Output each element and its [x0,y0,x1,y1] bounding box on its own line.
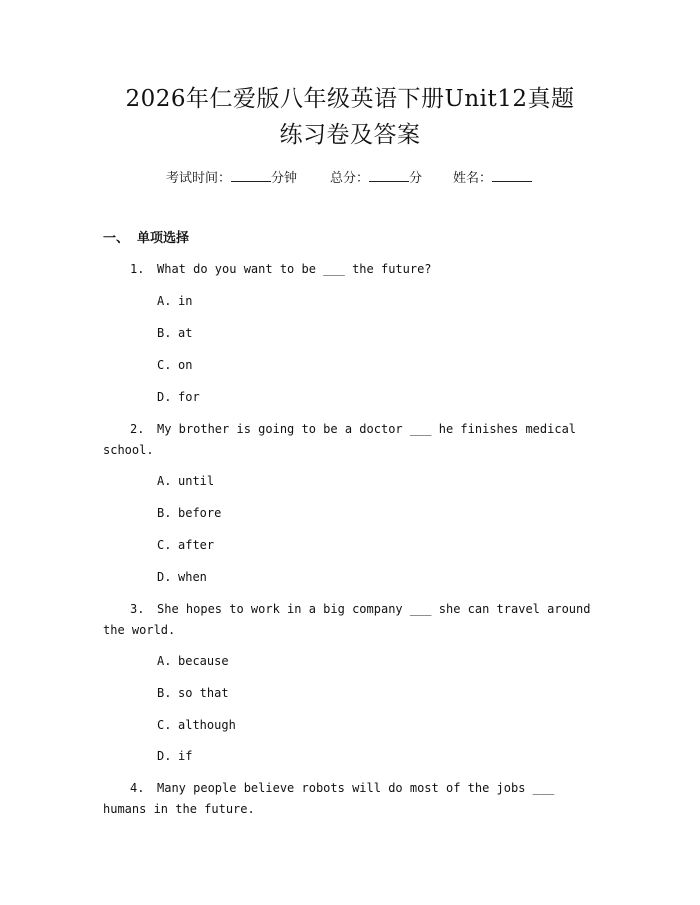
option-letter: C. [157,358,172,372]
student-name-blank[interactable] [492,168,532,182]
option-text: before [178,506,222,520]
question-2 [103,419,601,461]
option-letter: D. [157,570,172,584]
question-3-option-b[interactable] [157,683,229,703]
option-text: if [178,749,193,763]
option-text: so that [178,686,229,700]
question-1-option-b[interactable] [157,323,192,343]
exam-time-field [166,168,297,189]
question-4 [103,778,601,820]
question-number: 1. [130,262,145,276]
option-text: until [178,474,215,488]
question-2-option-d[interactable] [157,567,207,587]
option-letter: D. [157,749,172,763]
exam-time-blank[interactable] [231,168,271,182]
option-letter: B. [157,326,172,340]
student-name-label: 姓名： [453,171,493,186]
option-letter: D. [157,390,172,404]
question-1 [103,259,601,280]
question-2-option-a[interactable] [157,471,214,491]
total-score-blank[interactable] [369,168,409,182]
question-text: She hopes to work in a big company ___ she can travel around the world. [103,602,591,637]
question-1-option-c[interactable] [157,355,192,375]
question-3-option-a[interactable] [157,651,229,671]
option-letter: B. [157,506,172,520]
option-letter: C. [157,718,172,732]
total-score-label: 总分： [330,171,370,186]
option-text: when [178,570,207,584]
question-number: 3. [130,602,145,616]
question-number: 2. [130,422,145,436]
student-name-field [453,168,532,189]
exam-time-label: 考试时间： [166,171,232,186]
question-2-option-c[interactable] [157,535,214,555]
question-text: Many people believe robots will do most of the jobs ___ humans in the future. [103,781,555,816]
question-2-option-b[interactable] [157,503,221,523]
option-letter: C. [157,538,172,552]
option-letter: A. [157,474,172,488]
option-letter: A. [157,654,172,668]
question-number: 4. [130,781,145,795]
question-text: What do you want to be ___ the future? [157,262,432,276]
section-title: 单项选择 [137,231,190,246]
question-1-option-d[interactable] [157,387,200,407]
question-text: My brother is going to be a doctor ___ he finishes medical school. [103,422,577,457]
question-3 [103,599,601,641]
total-score-field [330,168,422,189]
section-heading [103,229,189,249]
option-text: at [178,326,193,340]
question-3-option-c[interactable] [157,715,236,735]
option-text: in [178,294,193,308]
question-1-option-a[interactable] [157,291,192,311]
option-letter: B. [157,686,172,700]
section-number: 一、 [103,231,130,246]
total-score-unit: 分 [409,171,423,186]
option-letter: A. [157,294,172,308]
question-3-option-d[interactable] [157,746,192,766]
exam-time-unit: 分钟 [271,171,298,186]
page-title-line-2: 练习卷及答案 [279,122,421,148]
option-text: after [178,538,215,552]
option-text: because [178,654,229,668]
option-text: for [178,390,200,404]
page-title-line-1: 2026年仁爱版八年级英语下册Unit12真题 [125,86,575,112]
option-text: on [178,358,193,372]
option-text: although [178,718,236,732]
